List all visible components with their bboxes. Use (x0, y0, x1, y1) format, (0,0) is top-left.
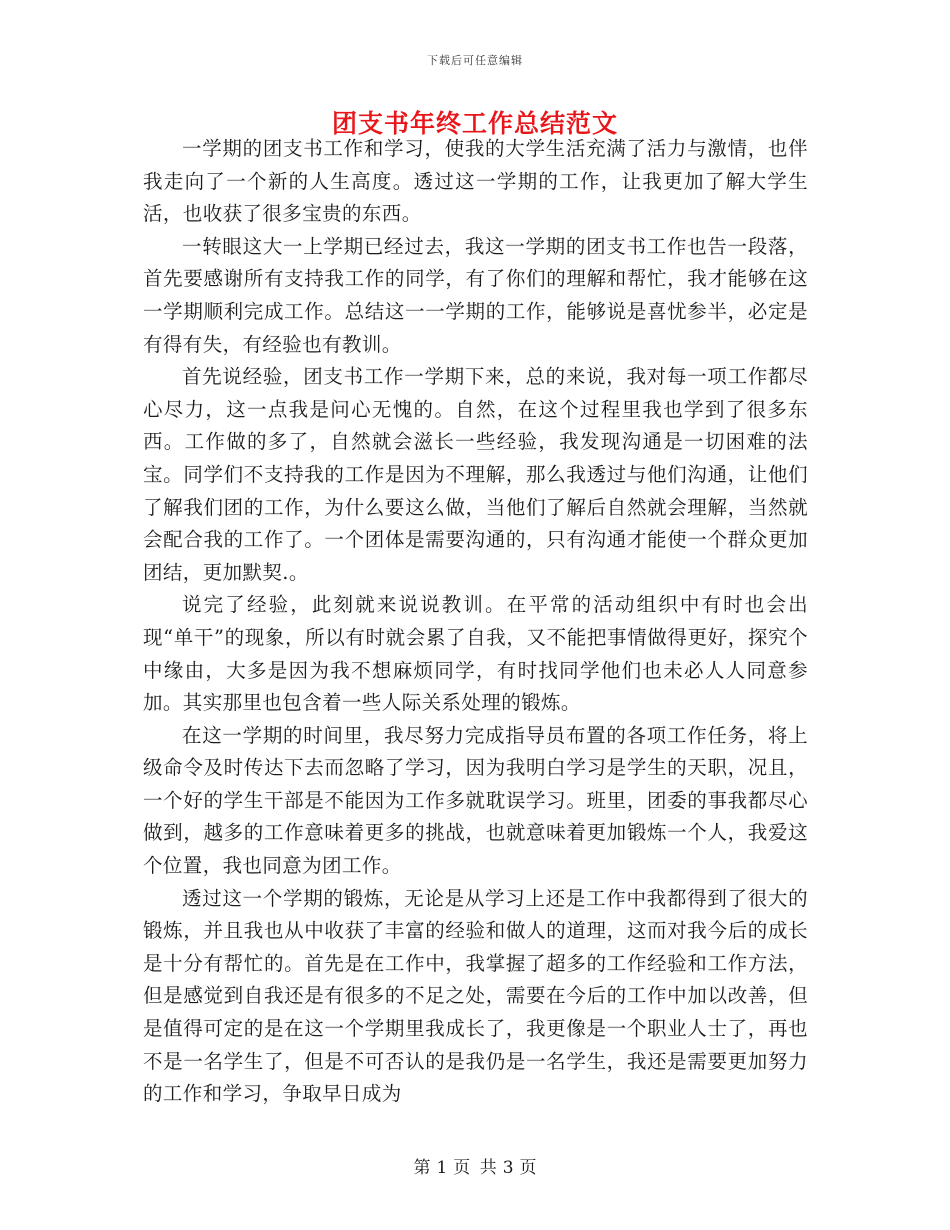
page-current: 1 (436, 1158, 448, 1178)
paragraph: 一转眼这大一上学期已经过去，我这一学期的团支书工作也告一段落，首先要感谢所有支持我工作的同学，有了你们的理解和帮忙，我才能够在这一学期顺利完成工作。总结这一一学期的工作，能够说是喜忧参半，必定是有得有失，有经验也有教训。 (143, 234, 808, 356)
document-title: 团支书年终工作总结范文 (331, 109, 618, 138)
page-mid: 页 共 (453, 1158, 497, 1178)
page-footer (0, 1153, 950, 1178)
paragraph: 说完了经验，此刻就来说说教训。在平常的活动组织中有时也会出现“单干”的现象，所以有时就会累了自我，又不能把事情做得更好，探究个中缘由，大多是因为我不想麻烦同学，有时找同学他们也未必人人同意参加。其实那里也包含着一些人际关系处理的锻炼。 (143, 593, 808, 715)
page-header-note: 下载后可任意编辑 (427, 54, 523, 67)
paragraph: 透过这一个学期的锻炼，无论是从学习上还是工作中我都得到了很大的锻炼，并且我也从中收获了丰富的经验和做人的道理，这而对我今后的成长是十分有帮忙的。首先是在工作中，我掌握了超多的工作经验和工作方法，但是感觉到自我还是有很多的不足之处，需要在今后的工作中加以改善，但是值得可定的是在这一个学期里我成长了，我更像是一个职业人士了，再也不是一名学生了，但是不可否认的是我仍是一名学生，我还是需要更加努力的工作和学习，争取早日成为 (143, 886, 808, 1106)
paragraph: 在这一学期的时间里，我尽努力完成指导员布置的各项工作任务，将上级命令及时传达下去而忽略了学习，因为我明白学习是学生的天职，况且，一个好的学生干部是不能因为工作多就耽误学习。班里，团委的事我都尽心做到，越多的工作意味着更多的挑战，也就意味着更加锻炼一个人，我爱这个位置，我也同意为团工作。 (143, 723, 808, 878)
page-suffix: 页 (519, 1158, 537, 1178)
paragraph: 首先说经验，团支书工作一学期下来，总的来说，我对每一项工作都尽心尽力，这一点我是问心无愧的。自然，在这个过程里我也学到了很多东西。工作做的多了，自然就会滋长一些经验，我发现沟通是一切困难的法宝。同学们不支持我的工作是因为不理解，那么我透过与他们沟通，让他们了解我们团的工作，为什么要这么做，当他们了解后自然就会理解，当然就会配合我的工作了。一个团体是需要沟通的，只有沟通才能使一个群众更加团结，更加默契.。 (143, 365, 808, 584)
document-body (143, 133, 808, 1111)
page-prefix: 第 (413, 1158, 431, 1178)
page-total: 3 (502, 1158, 514, 1178)
paragraph: 一学期的团支书工作和学习，使我的大学生活充满了活力与激情，也伴我走向了一个新的人生高度。透过这一学期的工作，让我更加了解大学生活，也收获了很多宝贵的东西。 (143, 137, 808, 226)
